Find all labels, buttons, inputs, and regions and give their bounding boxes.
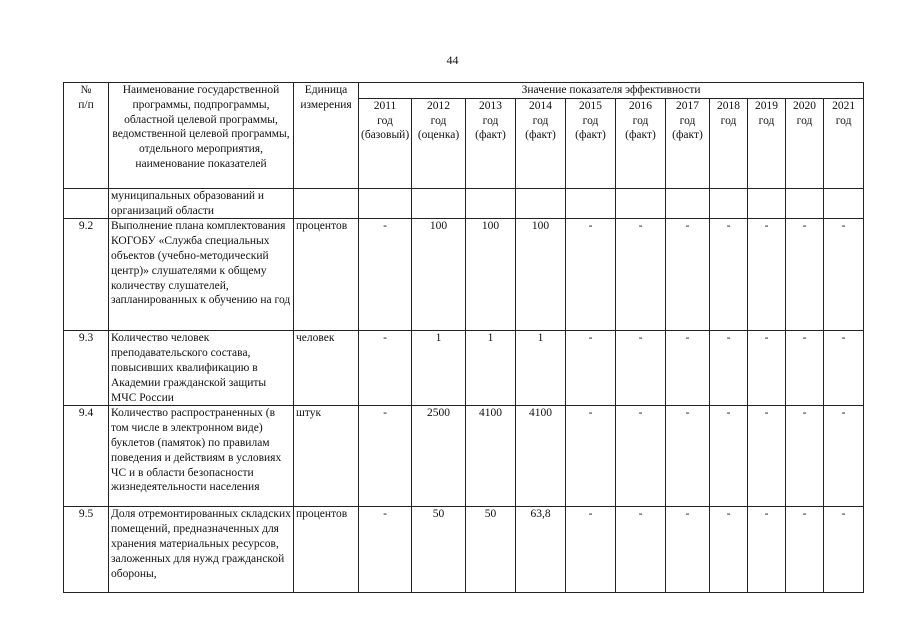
header-year-2016 [616, 98, 666, 188]
page-number: 44 [446, 53, 459, 67]
row-value-2018: - [710, 406, 748, 507]
header-year-note2: (факт) [575, 129, 606, 142]
row-value-2019: - [748, 507, 786, 593]
row-value-2016: - [616, 507, 666, 593]
row-num [64, 188, 109, 219]
row-value-2019 [748, 188, 786, 219]
header-year-year: 2018 [717, 99, 740, 112]
row-num: 9.4 [64, 406, 109, 507]
header-year-year: 2020 [793, 99, 816, 112]
header-year-year: 2015 [579, 99, 602, 112]
header-year-2019 [748, 98, 786, 188]
table-header [64, 83, 864, 189]
row-value-2015: - [566, 331, 616, 406]
row-value-2011 [359, 188, 412, 219]
header-year-year: 2021 [832, 99, 856, 112]
row-value-2019: - [748, 219, 786, 331]
row-value-2020: - [786, 406, 824, 507]
header-year-note2: (факт) [672, 129, 703, 142]
row-value-2021: - [824, 406, 864, 507]
header-year-2020 [786, 98, 824, 188]
table-body [64, 188, 864, 593]
row-value-2018: - [710, 219, 748, 331]
row-value-2013 [466, 188, 516, 219]
header-year-2021 [824, 98, 864, 188]
table-row [64, 219, 864, 331]
header-year-note2: (базовый) [361, 129, 410, 142]
row-value-2011: - [359, 331, 412, 406]
header-year-year: 2013 [479, 99, 502, 112]
row-value-2012: 2500 [412, 406, 466, 507]
header-num: № п/п [64, 83, 109, 189]
header-year-2017 [666, 98, 710, 188]
row-value-2015 [566, 188, 616, 219]
row-name: Количество распространенных (в том числе в электронном виде) буклетов (памяток) по правилам поведения и действиям в условиях ЧС и в области безопасности жизнедеятельности населения [109, 406, 294, 507]
row-unit: процентов [294, 507, 359, 593]
row-unit: человек [294, 331, 359, 406]
row-value-2021: - [824, 331, 864, 406]
row-value-2012: 1 [412, 331, 466, 406]
table-row [64, 188, 864, 219]
row-value-2014: 1 [516, 331, 566, 406]
header-year-note1: год [835, 114, 852, 127]
row-value-2016: - [616, 406, 666, 507]
row-value-2013: 50 [466, 507, 516, 593]
row-value-2011: - [359, 219, 412, 331]
row-value-2020: - [786, 219, 824, 331]
row-value-2018: - [710, 507, 748, 593]
row-value-2017: - [666, 331, 710, 406]
row-name: муниципальных образований и организаций области [109, 188, 294, 219]
row-value-2019: - [748, 331, 786, 406]
row-value-2014: 4100 [516, 406, 566, 507]
header-year-note1: год [758, 114, 775, 127]
row-value-2021 [824, 188, 864, 219]
row-num: 9.2 [64, 219, 109, 331]
row-value-2021: - [824, 219, 864, 331]
row-name: Доля отремонтированных складских помещений, предназначенных для хранения материальных ресурсов, заложенных для нужд гражданской обороны, [109, 507, 294, 593]
row-value-2017: - [666, 507, 710, 593]
header-year-year: 2011 [373, 99, 397, 112]
row-value-2012: 50 [412, 507, 466, 593]
header-year-year: 2016 [629, 99, 652, 112]
header-year-note1: год [679, 114, 696, 127]
row-value-2013: 100 [466, 219, 516, 331]
row-unit: процентов [294, 219, 359, 331]
header-year-2014 [516, 98, 566, 188]
header-year-2013 [466, 98, 516, 188]
header-year-2015 [566, 98, 616, 188]
header-year-note1: год [532, 114, 549, 127]
header-year-2011 [359, 98, 412, 188]
row-value-2017: - [666, 406, 710, 507]
header-year-2018 [710, 98, 748, 188]
header-year-note1: год [632, 114, 649, 127]
header-year-note1: год [582, 114, 599, 127]
row-value-2011: - [359, 406, 412, 507]
header-year-note2: (факт) [625, 129, 656, 142]
row-value-2021: - [824, 507, 864, 593]
row-unit: штук [294, 406, 359, 507]
row-value-2014: 63,8 [516, 507, 566, 593]
row-num: 9.5 [64, 507, 109, 593]
header-year-note1: год [796, 114, 813, 127]
row-value-2020 [786, 188, 824, 219]
row-unit [294, 188, 359, 219]
header-year-year: 2012 [427, 99, 450, 112]
row-value-2011: - [359, 507, 412, 593]
header-year-note1: год [482, 114, 499, 127]
row-value-2015: - [566, 219, 616, 331]
row-value-2018: - [710, 331, 748, 406]
row-value-2014 [516, 188, 566, 219]
row-value-2013: 1 [466, 331, 516, 406]
header-year-note1: год [430, 114, 447, 127]
row-name: Выполнение плана комплектования КОГОБУ «Служба специальных объектов (учебно-методический центр)» слушателями к общему количеству слушателей, запланированных к обучению на год [109, 219, 294, 331]
row-value-2020: - [786, 507, 824, 593]
row-name: Количество человек преподавательского состава, повысивших квалификацию в Академии гражданской защиты МЧС России [109, 331, 294, 406]
row-value-2014: 100 [516, 219, 566, 331]
header-year-2012 [412, 98, 466, 188]
header-year-year: 2014 [529, 99, 552, 112]
indicator-table [63, 82, 864, 593]
header-year-note2: (факт) [525, 129, 556, 142]
header-year-note1: год [377, 114, 393, 127]
row-value-2017 [666, 188, 710, 219]
header-year-year: 2019 [755, 99, 778, 112]
row-value-2016 [616, 188, 666, 219]
row-value-2019: - [748, 406, 786, 507]
row-num: 9.3 [64, 331, 109, 406]
row-value-2013: 4100 [466, 406, 516, 507]
row-value-2012: 100 [412, 219, 466, 331]
header-year-note2: (оценка) [417, 129, 460, 142]
row-value-2016: - [616, 331, 666, 406]
header-year-note1: год [720, 114, 737, 127]
header-unit: Единица измерения [294, 83, 359, 189]
row-value-2015: - [566, 507, 616, 593]
header-year-note2: (факт) [475, 129, 506, 142]
row-value-2012 [412, 188, 466, 219]
table-row [64, 507, 864, 593]
header-values-title: Значение показателя эффективности [359, 83, 864, 99]
row-value-2017: - [666, 219, 710, 331]
row-value-2016: - [616, 219, 666, 331]
header-year-year: 2017 [676, 99, 699, 112]
row-value-2020: - [786, 331, 824, 406]
row-value-2015: - [566, 406, 616, 507]
row-value-2018 [710, 188, 748, 219]
header-name: Наименование государственной программы, подпрограммы, областной целевой программы, ведомственной целевой программы, отдельного мероприятия, наименование показателей [109, 83, 294, 189]
table-row [64, 406, 864, 507]
table-row [64, 331, 864, 406]
